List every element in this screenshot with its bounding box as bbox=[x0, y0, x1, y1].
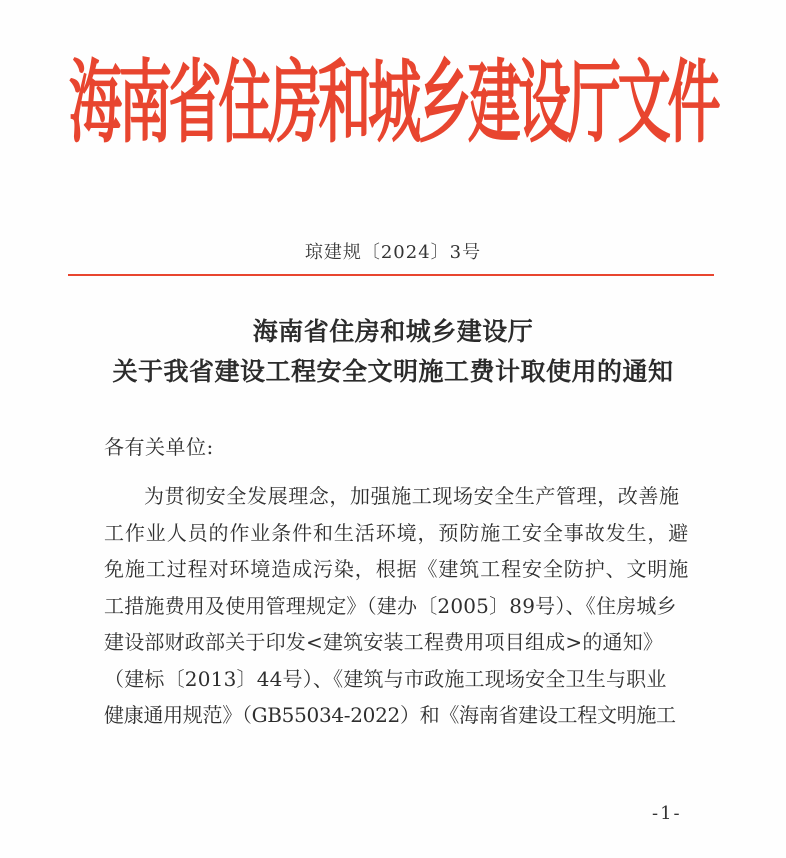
document-number: 琼建规〔2024〕3号 bbox=[304, 242, 482, 263]
title-line-2: 关于我省建设工程安全文明施工费计取使用的通知 bbox=[112, 357, 674, 386]
body-line: 工措施费用及使用管理规定》（建办〔2005〕89号）、《住房城乡 bbox=[104, 593, 677, 618]
red-divider-line bbox=[68, 274, 714, 276]
body-line: （建标〔2013〕44号）、《建筑与市政施工现场安全卫生与职业 bbox=[104, 666, 667, 691]
body-line: 建设部财政部关于印发<建筑安装工程费用项目组成>的通知》 bbox=[104, 630, 664, 654]
masthead bbox=[0, 49, 786, 156]
body-line: 为贯彻安全发展理念，加强施工现场安全生产管理，改善施 bbox=[144, 484, 680, 508]
body-line: 工作业人员的作业条件和生活环境，预防施工安全事故发生，避 bbox=[104, 520, 690, 545]
salutation: 各有关单位: bbox=[104, 435, 214, 459]
masthead-title: 海南省住房和城乡建设厅文件 bbox=[68, 49, 718, 156]
page-number: -1- bbox=[652, 803, 682, 824]
body-line: 免施工过程对环境造成污染，根据《建筑工程安全防护、文明施 bbox=[104, 557, 690, 581]
body-line: 健康通用规范》（GB55034-2022）和《海南省建设工程文明施工 bbox=[104, 703, 676, 727]
body-paragraph bbox=[104, 478, 704, 734]
title-line-1: 海南省住房和城乡建设厅 bbox=[252, 317, 534, 346]
